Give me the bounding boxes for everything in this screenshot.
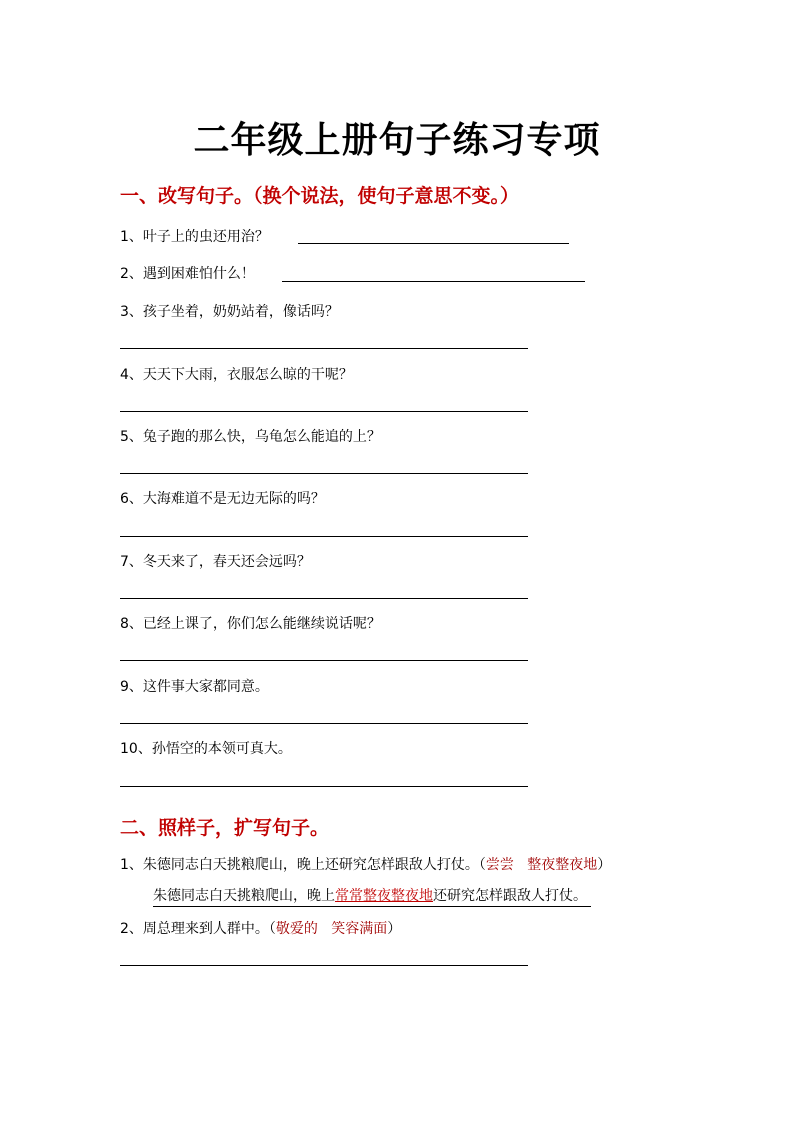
question-1-close: ） xyxy=(597,857,612,873)
section1-question-9: 9、这件事大家都同意。 xyxy=(120,679,269,695)
section1-question-3: 3、孩子坐着，奶奶站着，像话吗？ xyxy=(120,304,339,320)
section1-question-7: 7、冬天来了，春天还会远吗？ xyxy=(120,554,311,570)
section1-heading: 一、改写句子。（换个说法，使句子意思不变。） xyxy=(120,185,520,207)
answer-line-6[interactable] xyxy=(120,536,528,537)
section1-question-6: 6、大海难道不是无边无际的吗？ xyxy=(120,491,325,507)
section1-question-4: 4、天天下大雨，衣服怎么晾的干呢？ xyxy=(120,367,353,383)
question-2-hint: 敬爱的 笑容满面 xyxy=(275,921,388,937)
section1-question-8: 8、已经上课了，你们怎么能继续说话呢？ xyxy=(120,616,381,632)
answer-line-10[interactable] xyxy=(120,786,528,787)
section2-question-1 xyxy=(120,855,611,875)
answer-line-9[interactable] xyxy=(120,723,528,724)
answer-line-2[interactable] xyxy=(282,281,585,282)
question-2-close: ） xyxy=(387,921,402,937)
section2-question-2 xyxy=(120,919,401,939)
section1-question-2: 2、遇到困难怕什么！ xyxy=(120,266,255,282)
section1-question-1: 1、叶子上的虫还用治？ xyxy=(120,229,269,245)
section1-question-10: 10、孙悟空的本领可真大。 xyxy=(120,741,292,757)
example-answer xyxy=(153,886,591,907)
answer-line-8[interactable] xyxy=(120,660,528,661)
answer-line-7[interactable] xyxy=(120,598,528,599)
example-highlight: 常常整夜整夜地 xyxy=(335,888,433,904)
example-part-2: 还研究怎样跟敌人打仗。 xyxy=(433,888,587,904)
question-2-text: 2、周总理来到人群中。（ xyxy=(120,921,276,937)
page-title: 二年级上册句子练习专项 xyxy=(193,119,601,161)
section2-heading: 二、照样子，扩写句子。 xyxy=(120,817,330,839)
example-part-1: 朱德同志白天挑粮爬山，晚上 xyxy=(153,888,335,904)
answer-line-1[interactable] xyxy=(298,243,569,244)
question-1-hint: 尝尝 整夜整夜地 xyxy=(485,857,598,873)
answer-line-s2-2[interactable] xyxy=(120,965,528,966)
section1-question-5: 5、兔子跑的那么快，乌龟怎么能追的上？ xyxy=(120,429,381,445)
answer-line-5[interactable] xyxy=(120,473,528,474)
answer-line-3[interactable] xyxy=(120,348,528,349)
question-1-text: 1、朱德同志白天挑粮爬山，晚上还研究怎样跟敌人打仗。（ xyxy=(120,857,486,873)
answer-line-4[interactable] xyxy=(120,411,528,412)
